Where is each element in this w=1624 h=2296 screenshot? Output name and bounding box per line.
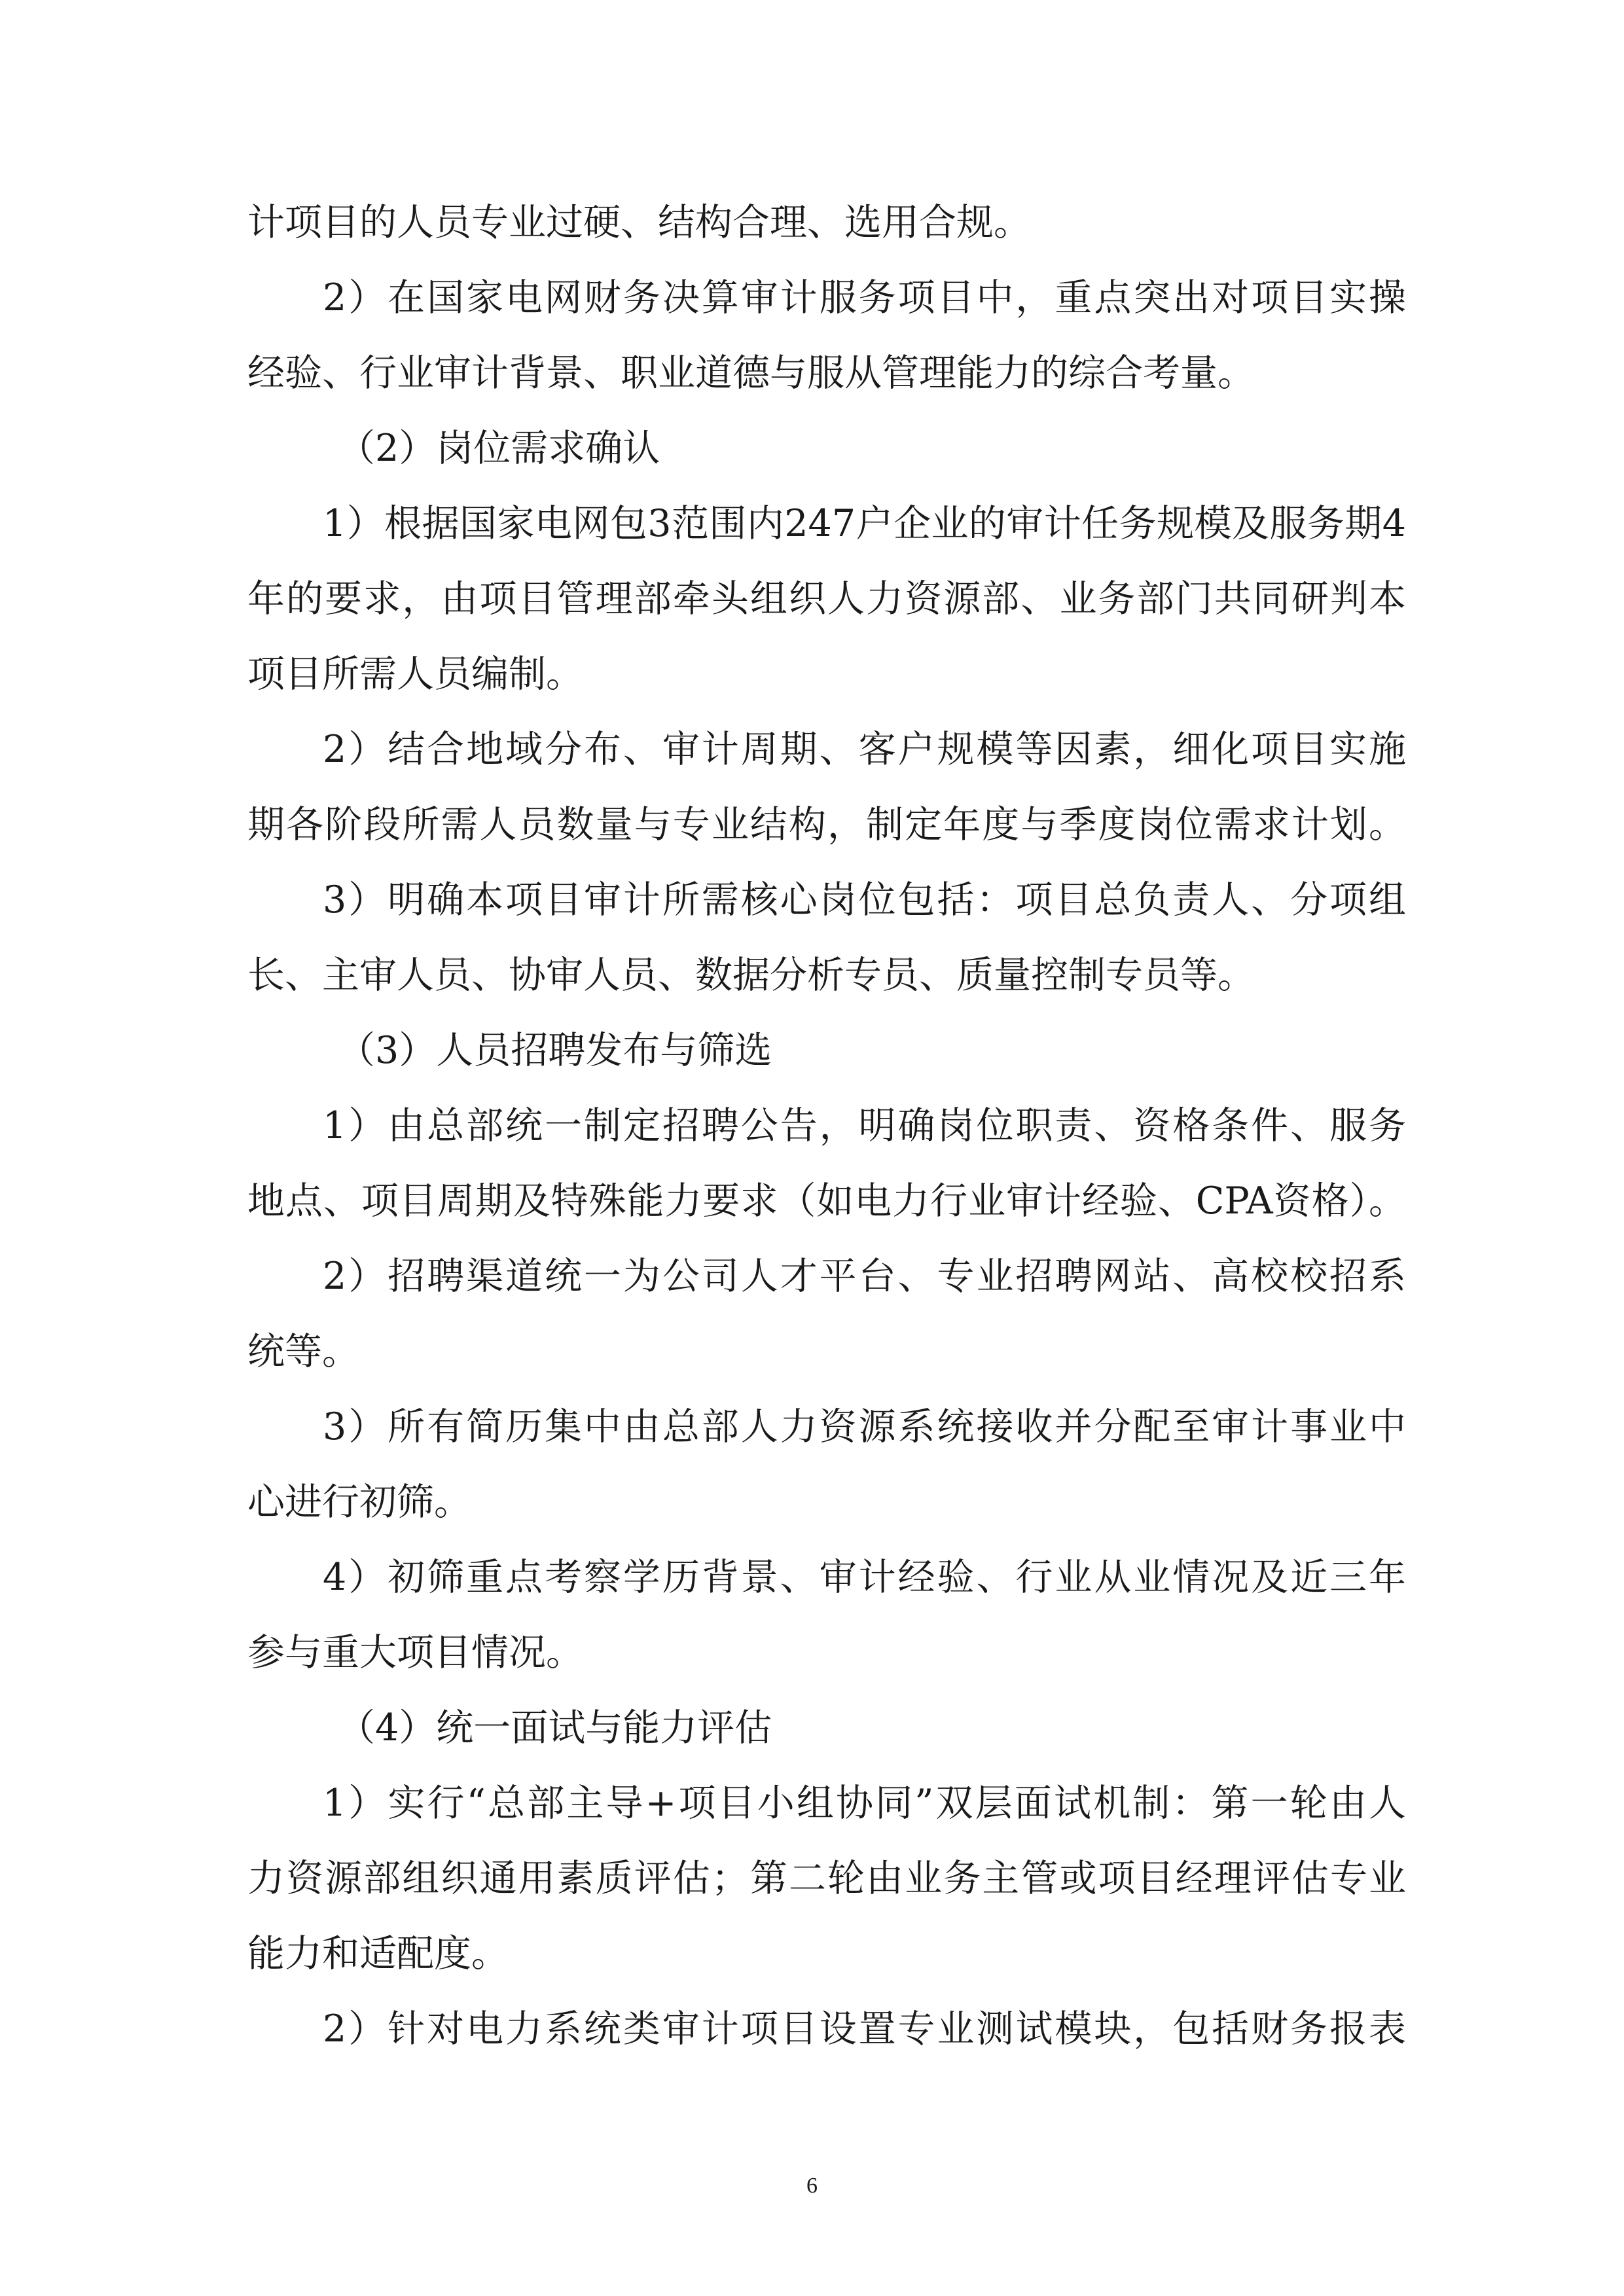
body-text-line: 2）招聘渠道统一为公司人才平台、专业招聘网站、高校校招系 xyxy=(323,1255,1406,1298)
body-text-line: 长、主审人员、协审人员、数据分析专员、质量控制专员等。 xyxy=(247,954,1255,997)
body-text-line: 地点、项目周期及特殊能力要求（如电力行业审计经验、CPA资格）。 xyxy=(247,1179,1406,1223)
body-text-line: 心进行初筛。 xyxy=(247,1480,471,1524)
section-heading: （4）统一面试与能力评估 xyxy=(338,1706,772,1749)
body-text-line: 1）实行“总部主导+项目小组协同”双层面试机制：第一轮由人 xyxy=(323,1782,1406,1825)
body-text-line: 期各阶段所需人员数量与专业结构，制定年度与季度岗位需求计划。 xyxy=(247,803,1406,846)
body-text-line: 力资源部组织通用素质评估；第二轮由业务主管或项目经理评估专业 xyxy=(247,1857,1406,1900)
body-text-line: 参与重大项目情况。 xyxy=(247,1631,583,1674)
body-text-line: 3）明确本项目审计所需核心岗位包括：项目总负责人、分项组 xyxy=(323,878,1406,922)
section-heading: （2）岗位需求确认 xyxy=(338,427,660,470)
body-text-line: 3）所有简历集中由总部人力资源系统接收并分配至审计事业中 xyxy=(323,1405,1406,1448)
body-text-line: 4）初筛重点考察学历背景、审计经验、行业从业情况及近三年 xyxy=(323,1556,1406,1599)
body-text-line: 1）由总部统一制定招聘公告，明确岗位职责、资格条件、服务 xyxy=(323,1104,1406,1147)
body-text-line: 2）在国家电网财务决算审计服务项目中，重点突出对项目实操 xyxy=(323,276,1406,319)
page-number: 6 xyxy=(806,2174,818,2198)
body-text-line: 经验、行业审计背景、职业道德与服从管理能力的综合考量。 xyxy=(247,351,1255,395)
body-text-line: 2）针对电力系统类审计项目设置专业测试模块，包括财务报表 xyxy=(323,2007,1406,2051)
body-text-line: 1）根据国家电网包3范围内247户企业的审计任务规模及服务期4 xyxy=(323,502,1406,545)
body-text-line: 年的要求，由项目管理部牵头组织人力资源部、业务部门共同研判本 xyxy=(247,577,1406,620)
body-text-line: 统等。 xyxy=(247,1330,359,1373)
body-text-line: 计项目的人员专业过硬、结构合理、选用合规。 xyxy=(247,201,1031,244)
section-heading: （3）人员招聘发布与筛选 xyxy=(338,1029,772,1072)
body-text-line: 项目所需人员编制。 xyxy=(247,653,583,696)
body-text-line: 2）结合地域分布、审计周期、客户规模等因素，细化项目实施 xyxy=(323,728,1406,771)
body-text-line: 能力和适配度。 xyxy=(247,1932,509,1975)
